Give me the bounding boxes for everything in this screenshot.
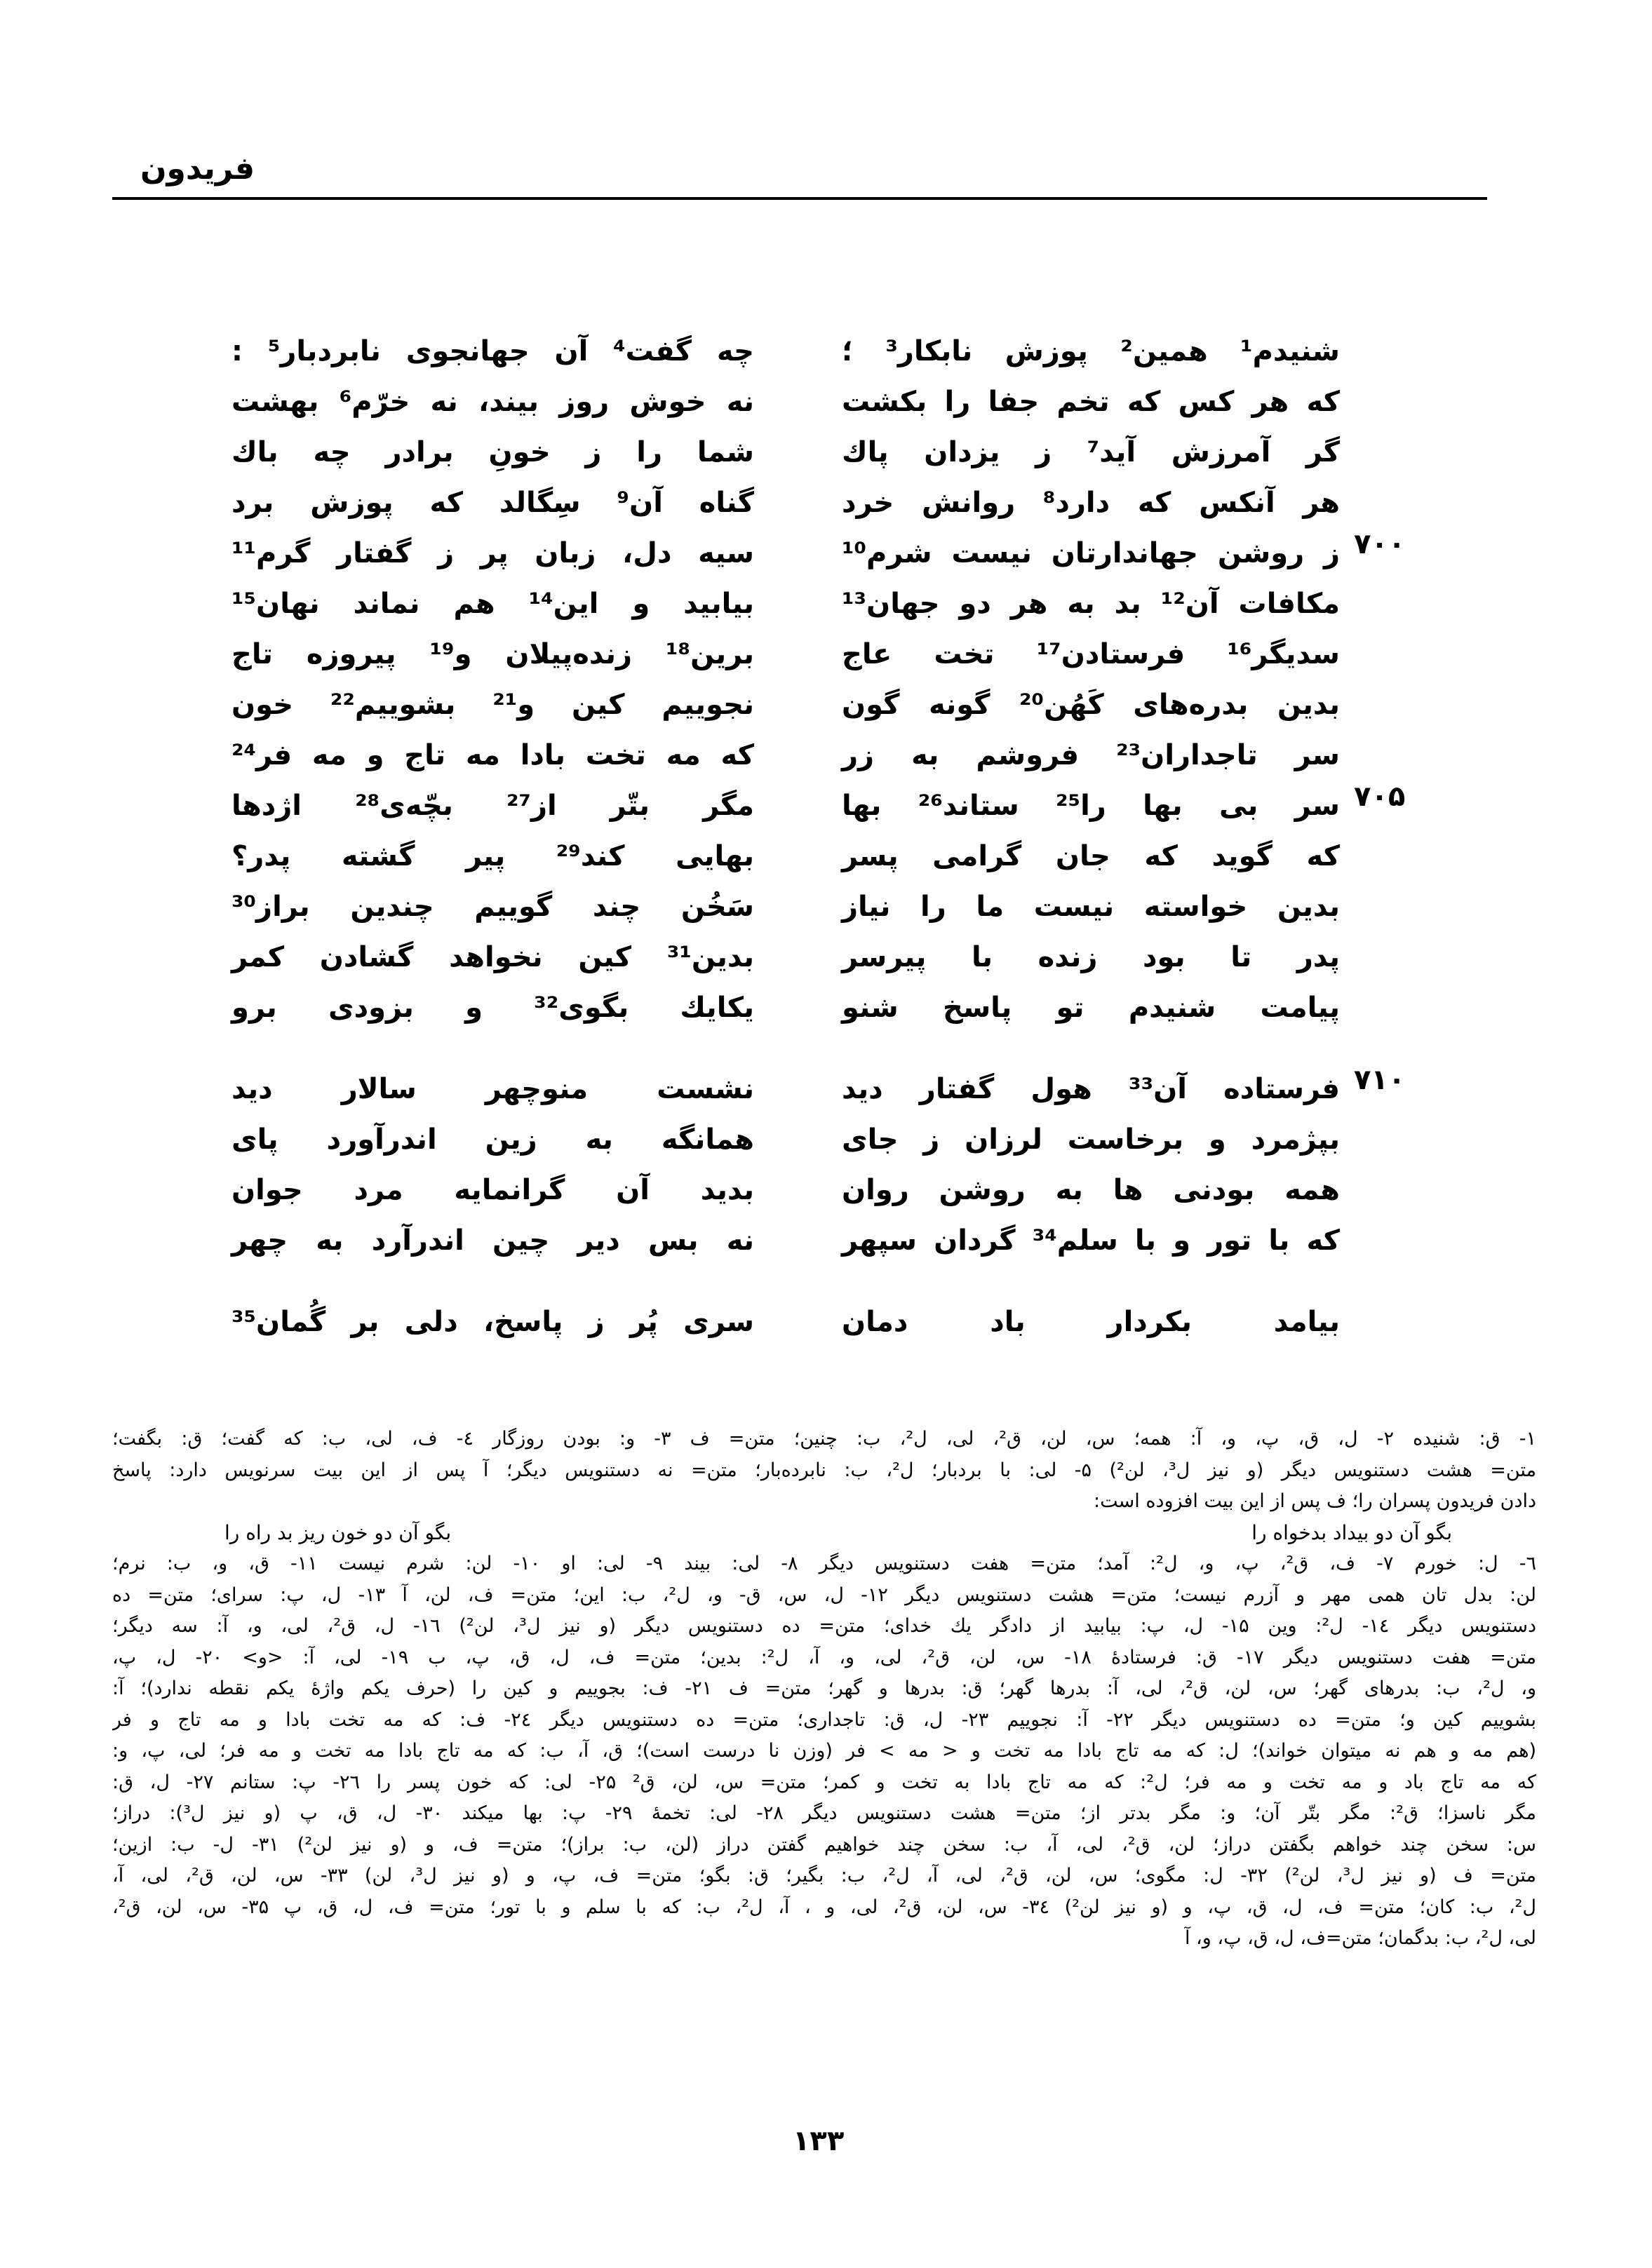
stanza-gap — [231, 1033, 754, 1064]
footnote-line: ٦- ل: خورم ۷- ف، ق²، پ، و، ل²: آمد؛ متن= هفت دستنویس دیگر ۸- لی: بیند ۹- لی: او ۱۰- لن: شرم نیست ۱۱- ق، و، ب: نرم؛ — [112, 1553, 1536, 1574]
hemistich: برین¹⁸ زنده‌پیلان و¹⁹ پیروزه تاج — [231, 638, 754, 670]
hemistich: نجوییم کین و²¹ بشوییم²² خون — [231, 689, 754, 721]
verse-column-second-hemistich — [231, 326, 754, 1347]
inserted-hemistich: بگو آن دو بیداد بدخواه را — [1251, 1520, 1452, 1544]
hemistich: بدید آن گرانمایه مرد جوان — [231, 1174, 754, 1206]
footnote-line: بشوییم کین و؛ متن= ده دستنویس دیگر ۲۲- آ: نجوییم ۲۳- ل، ق: تاجداری؛ متن= ده دستنویس دیگر ٢٤- ف: که مه تخت بادا و مه تاج و فر — [112, 1708, 1536, 1731]
hemistich: بدین بدره‌های کَهُن²⁰ گونه گون — [842, 689, 1340, 721]
footnote-line: ل²، ب: کان؛ متن= ف، ل، ق، پ، و (و نیز لن²) ۳٤- س، لن، ق²، لی، و ، آ، ل²، ب: که با سلم و با تور؛ متن= ف، ل، ق، پ ۳۵- س، لن، ق²، — [112, 1896, 1536, 1918]
footnote-line: ۱- ق: شنیده ۲- ل، ق، پ، و، آ: همه؛ س، لن، ق²، لی، ل²، ب: چنین؛ متن= ف ۳- و: بودن روزگار ٤- ف، لی، ب: که گفت؛ ق: بگفت؛ — [112, 1428, 1536, 1450]
hemistich: بدین خواسته نیست ما را نیاز — [842, 891, 1340, 923]
header-rule — [112, 197, 1487, 200]
hemistich: بهایی کند²⁹ پیر گشته پدر؟ — [231, 840, 754, 872]
hemistich: بدین³¹ کین نخواهد گشادن کمر — [231, 941, 754, 973]
stanza-gap — [842, 1266, 1340, 1297]
footnote-line: متن= هشت دستنویس دیگر (و نیز ل³، لن²) ۵- لی: با بردبار؛ ل²، ب: نابرده‌بار؛ متن= نه دستنویس دیگر؛ آ پس از این بیت سرنویس دارد: پاسخ — [112, 1459, 1536, 1481]
hemistich: نشست منوچهر سالار دید — [231, 1073, 754, 1105]
line-number-705: ۷۰۵ — [1354, 781, 1406, 813]
hemistich: بیابید و این¹⁴ هم نماند نهان¹⁵ — [231, 588, 754, 620]
footnote-line: که مه تاج باد و مه تخت و مه فر؛ ل²: که مه تاج بادا به تخت و کمر؛ متن= س، لن، ق² ۲۵- لی: که خون پسر را ۲٦- پ: ستانم ۲۷- ل، ق: — [112, 1771, 1536, 1793]
hemistich: سدیگر¹⁶ فرستادن¹⁷ تخت عاج — [842, 638, 1340, 670]
footnote-line: لی، ل²، ب: بدگمان؛ متن=ف، ل، ق، پ، و، آ — [1184, 1927, 1536, 1949]
hemistich: نه بس دیر چین اندرآرد به چهر — [231, 1224, 754, 1257]
hemistich: چه گفت⁴ آن جهانجوی نابردبار⁵ : — [231, 335, 754, 367]
hemistich: مکافات آن¹² بد به هر دو جهان¹³ — [842, 588, 1341, 620]
stanza-gap — [842, 1033, 1340, 1064]
hemistich: بیامد بکردار باد دمان — [842, 1306, 1340, 1338]
footnote-line: دستنویس دیگر ١٤- ل²: وین ۱۵- ل، پ: بیابید از دادگر یك خدای؛ متن= ده دستنویس دیگر (و نیز ل³، لن²) ١٦- ل، ق²، لی، و، آ: سه دیگر؛ — [112, 1615, 1536, 1637]
page-number: ۱۳۳ — [793, 2125, 845, 2157]
footnote-line: لن: بدل تان همی مهر و آزرم نیست؛ متن= هشت دستنویس دیگر ۱۲- ل، س، ق- و، ل²، ب: این؛ متن= ف، لن، آ ۱۳- ل، پ: سرای؛ متن= ده — [112, 1584, 1536, 1606]
hemistich: همه بودنی ها به روشن روان — [842, 1174, 1340, 1206]
footnote-line: (هم مه و هم نه میتوان خواند)؛ ل: که مه تاج بادا مه تخت و < مه > فر (وزن نا درست است)؛ ق، آ، ب: که مه تاج بادا مه تخت و مه فر؛ لی، پ، و: — [112, 1740, 1536, 1762]
hemistich: یکایك بگوی³² و بزودی برو — [231, 992, 754, 1024]
footnote-line: مگر ناسزا؛ ق²: مگر بتّر آن؛ و: مگر بدتر از؛ متن= هشت دستنویس دیگر ۲۸- لی: تخمهٔ ۲۹- پ: بها میکند ۳۰- ل، ق، پ (و نیز ل³): دراز؛ — [112, 1802, 1536, 1824]
hemistich: شنیدم¹ همین² پوزش نابکار³ ؛ — [842, 335, 1340, 367]
hemistich: پدر تا بود زنده با پیرسر — [842, 941, 1340, 973]
footnote-line: دادن فریدون پسران را؛ ف پس از این بیت افزوده است: — [1094, 1490, 1536, 1512]
inserted-hemistich: بگو آن دو خون ریز بد راه را — [224, 1520, 452, 1544]
hemistich: که با تور و با سلم³⁴ گردان سپهر — [842, 1224, 1341, 1257]
hemistich: نه خوش روز بیند، نه خرّم⁶ بهشت — [231, 386, 754, 418]
hemistich: گناه آن⁹ سِگالد که پوزش برد — [231, 487, 754, 519]
hemistich: همانگه به زین اندرآورد پای — [231, 1123, 754, 1156]
hemistich: سیه دل، زبان پر ز گفتار گرم¹¹ — [231, 537, 754, 569]
hemistich: شما را ز خونِ برادر چه باك — [231, 436, 754, 468]
hemistich: سر تاجداران²³ فروشم به زر — [842, 739, 1340, 771]
hemistich: سَخُن چند گوییم چندین براز³⁰ — [231, 891, 754, 923]
hemistich: فرستاده آن³³ هول گفتار دید — [842, 1073, 1340, 1105]
hemistich: سری پُر ز پاسخ، دلی بر گُمان³⁵ — [231, 1306, 754, 1338]
hemistich: هر آنکس که دارد⁸ روانش خرد — [842, 487, 1340, 519]
footnote-inserted-verse — [112, 1518, 1536, 1549]
line-number-700: ۷۰۰ — [1354, 528, 1406, 560]
running-header — [112, 151, 1487, 200]
hemistich: گر آمرزش آید⁷ ز یزدان پاك — [842, 436, 1340, 468]
footnote-line: متن= هفت دستنویس دیگر ۱۷- ق: فرستادهٔ ۱۸- س، لن، ق²، لی، و، آ، ل²: بدین؛ متن= ف، ل، ق، پ، ب ۱۹- لی، آ: <و> ۲۰- ل، پ، — [112, 1646, 1536, 1668]
hemistich: که مه تخت بادا مه تاج و مه فر²⁴ — [231, 739, 754, 771]
hemistich: که گوید که جان گرامی پسر — [842, 840, 1340, 872]
hemistich: پیامت شنیدم تو پاسخ شنو — [842, 992, 1340, 1024]
hemistich: ز روشن جهاندارتان نیست شرم¹⁰ — [842, 537, 1340, 569]
hemistich: بپژمرد و برخاست لرزان ز جای — [842, 1123, 1340, 1156]
footnote-line: متن= ف (و نیز ل³، لن²) ۳۲- ل: مگوی؛ س، لن، ق²، لی، آ، ل²، ب: بگیر؛ ق: بگو؛ متن= ف، پ، و (و نیز ل³، لن) ۳۳- س، لن، ق²، لی، آ، — [112, 1865, 1536, 1886]
hemistich: مگر بتّر از²⁷ بچّه‌ی²⁸ اژدها — [231, 790, 754, 822]
footnote-line: و، ل²، ب: بدرهای گهر؛ س، لن، ق²، لی، آ: بدرها گهر؛ ق: بدرها و گهر؛ متن= ف ۲۱- ف: بجوییم و کین را (حرف یکم واژهٔ یکم نقطه ندارد)؛ آ: — [112, 1678, 1536, 1699]
footnotes — [112, 1424, 1536, 1955]
line-number-710: ۷۱۰ — [1354, 1064, 1406, 1096]
footnote-line: س: سخن چند خواهم بگفتن دراز؛ لن، ق²، لی، آ، ب: سخن چند خواهیم گفتن دراز (لن، ب: براز)؛ متن= ف، و (و نیز لن²) ۳۱- ل- ب: ازین؛ — [112, 1833, 1536, 1856]
stanza-gap — [231, 1266, 754, 1297]
hemistich: که هر کس که تخم جفا را بکشت — [842, 386, 1340, 418]
hemistich: سر بی بها را²⁵ ستاند²⁶ بها — [842, 790, 1341, 822]
chapter-title: فریدون — [140, 151, 255, 187]
verse-column-first-hemistich — [842, 326, 1340, 1347]
